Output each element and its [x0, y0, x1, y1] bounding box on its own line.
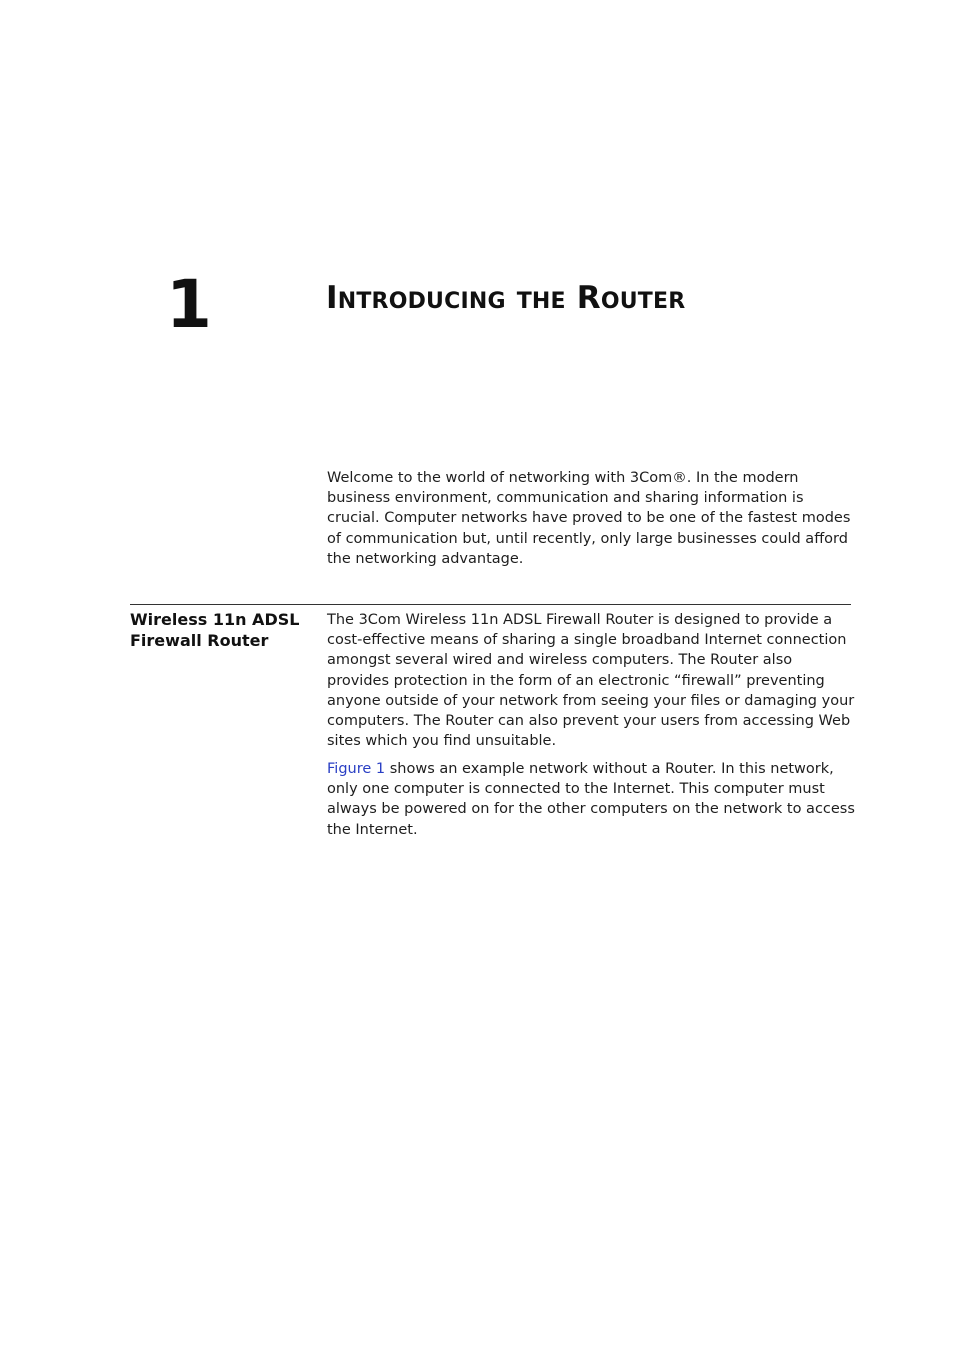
section-body — [327, 610, 857, 840]
section-paragraph-2-text: shows an example network without a Router. In this network, only one computer is connected to the Internet. This computer must always be powered on for the other computers on the network to access the Internet. — [327, 760, 855, 838]
section-heading-line1: Wireless 11n ADSL — [130, 610, 300, 629]
chapter-title: Introducing the Router — [326, 280, 686, 316]
section-heading-line2: Firewall Router — [130, 631, 269, 650]
chapter-number: 1 — [166, 266, 212, 343]
section-paragraph-1: The 3Com Wireless 11n ADSL Firewall Router is designed to provide a cost-effective means of sharing a single broadband Internet connection amongst several wired and wireless computers. The Router also provides protection in the form of an electronic “firewall” preventing anyone outside of your network from seeing your files or damaging your computers. The Router can also prevent your users from accessing Web sites which you find unsuitable. — [327, 612, 855, 750]
intro-paragraph: Welcome to the world of networking with 3Com®. In the modern business environment, communication and sharing information is crucial. Computer networks have proved to be one of the fastest modes of communication but, until recently, only large businesses could afford the networking advantage. — [327, 470, 851, 567]
section-paragraph-2 — [327, 759, 857, 840]
section-heading — [130, 609, 320, 651]
section-divider — [130, 604, 851, 605]
figure-1-link[interactable]: Figure 1 — [327, 760, 386, 777]
